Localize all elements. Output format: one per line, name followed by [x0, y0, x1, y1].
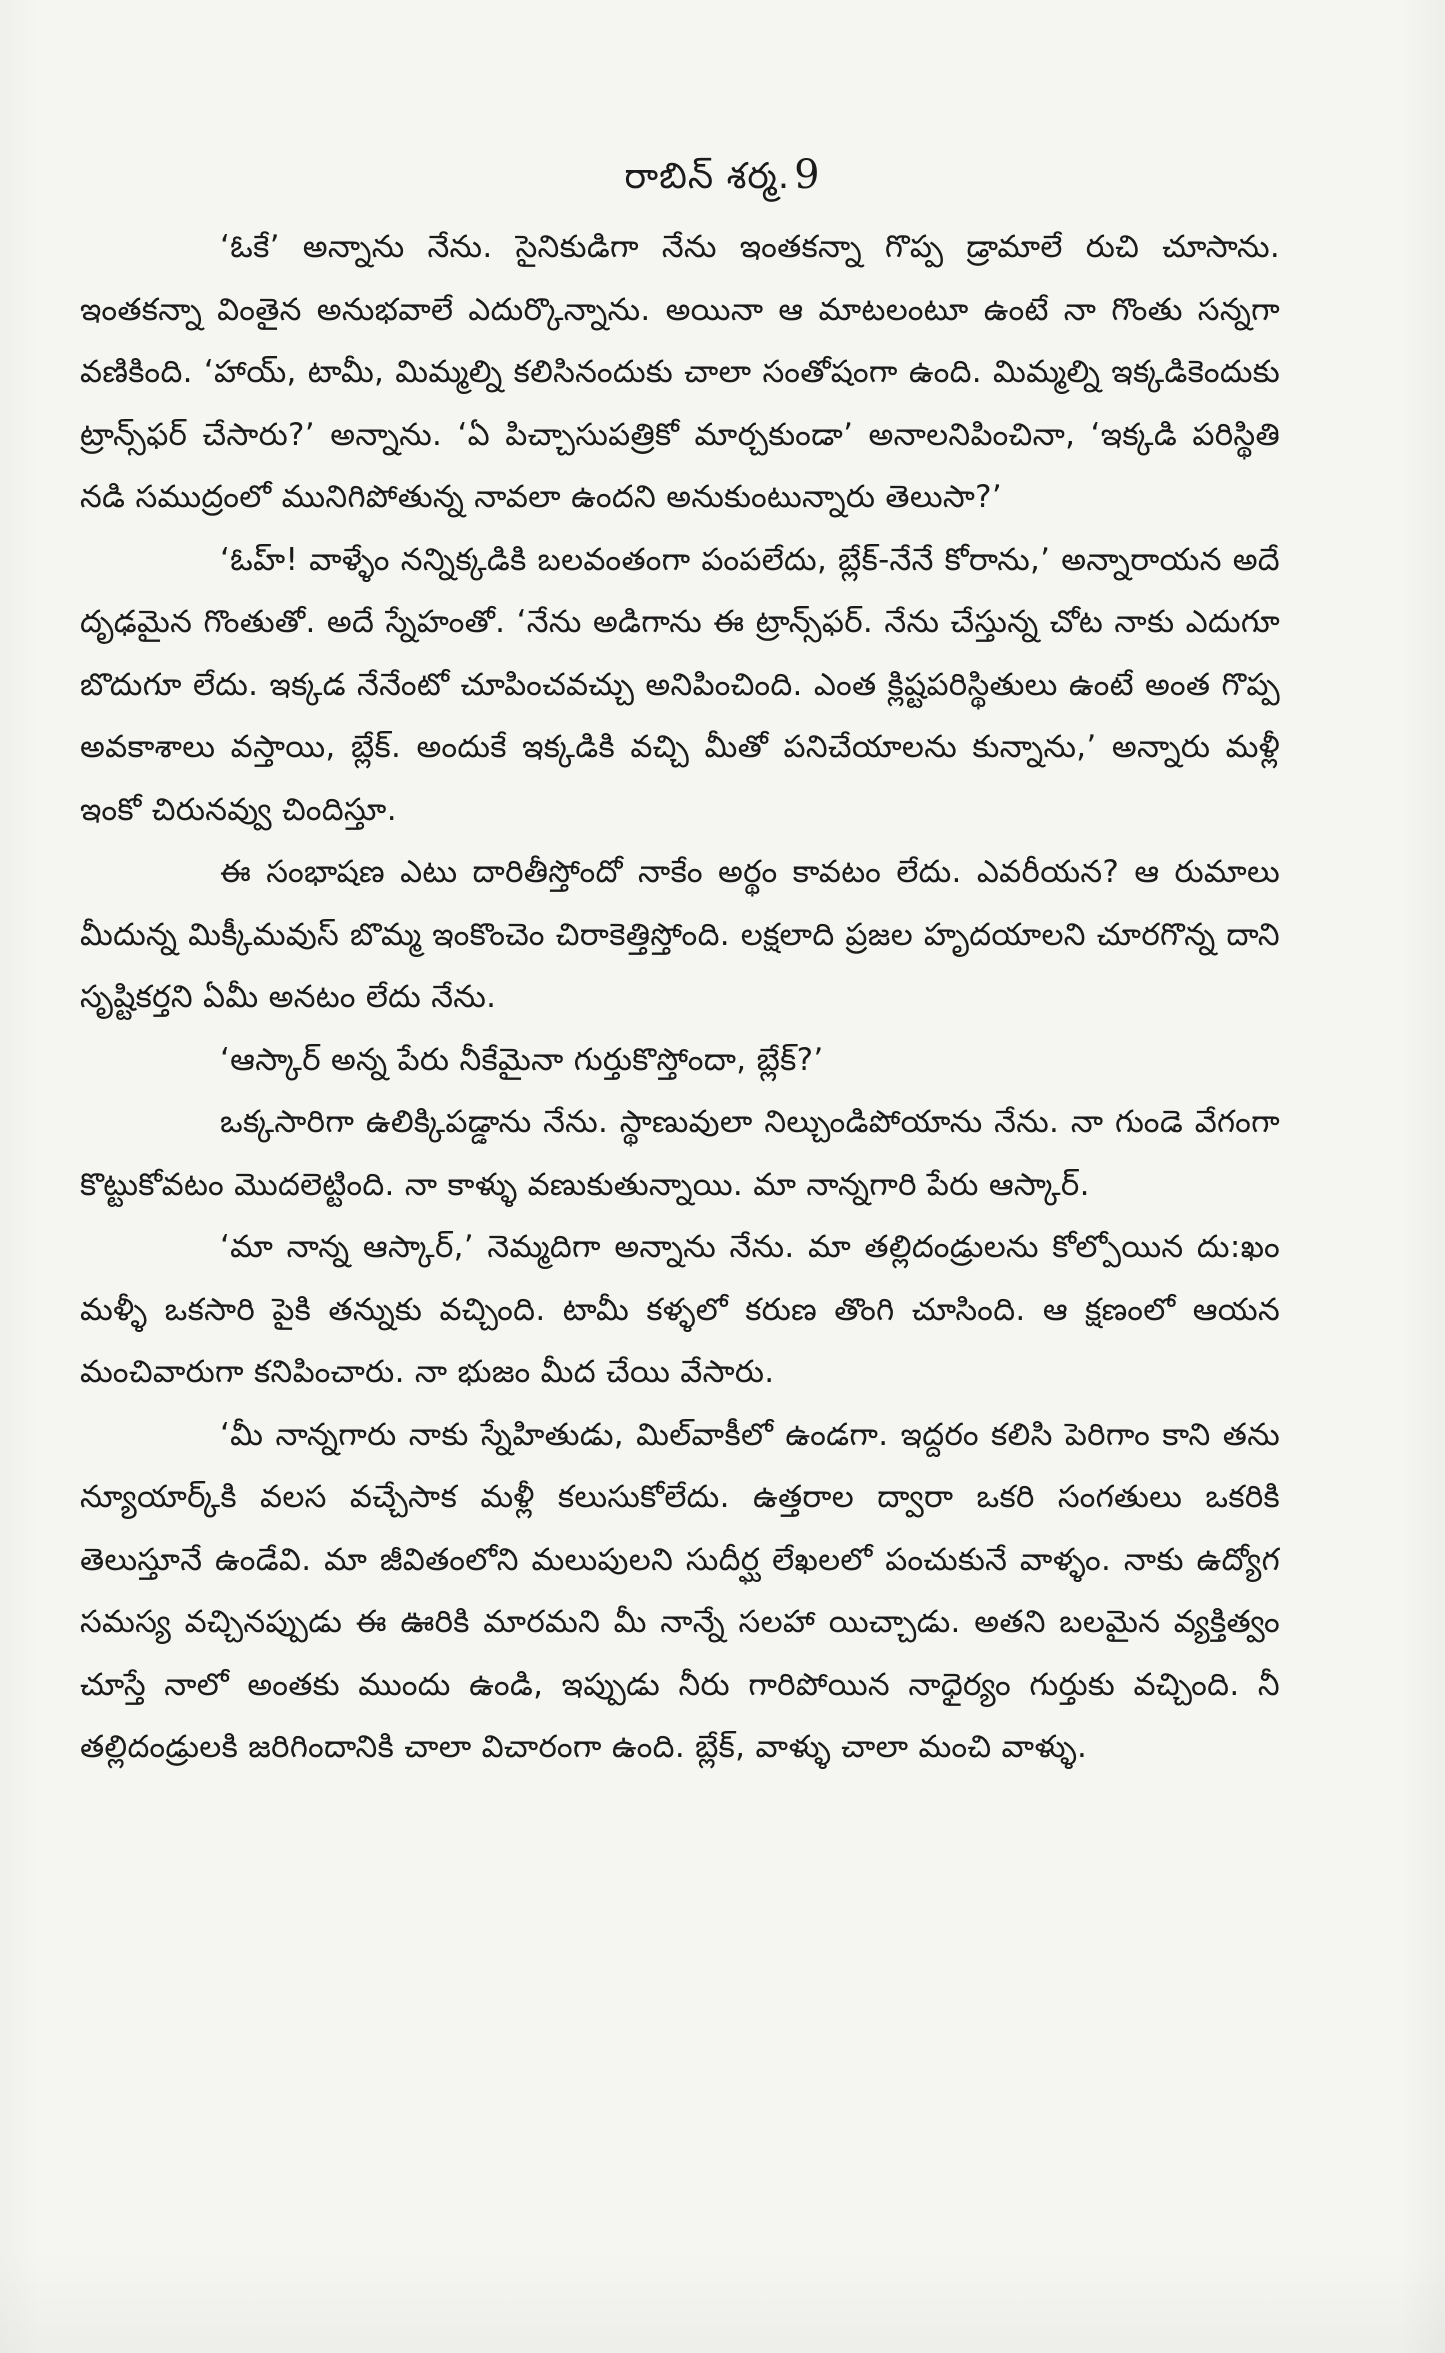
paragraph-3: ఈ సంభాషణ ఎటు దారితీస్తోందో నాకేం అర్థం కావటం లేదు. ఎవరీయన? ఆ రుమాలు మీదున్న మిక్కీమవుస్ బొమ్మ ఇంకొంచెం చిరాకెత్తిస్తోంది. లక్షలాది ప్రజల హృదయాలని చూరగొన్న దాని సృష్టికర్తని ఏమీ అనటం లేదు నేను.: [80, 854, 1280, 1015]
page-body: [80, 216, 1280, 1779]
header-author-name: రాబిన్ శర్మ: [624, 156, 778, 197]
paragraph-5: ఒక్కసారిగా ఉలిక్కిపడ్డాను నేను. స్థాణువులా నిల్చుండిపోయాను నేను. నా గుండె వేగంగా కొట్టుకోవటం మొదలెట్టింది. నా కాళ్ళు వణుకుతున్నాయి. మా నాన్నగారి పేరు ఆస్కార్.: [80, 1104, 1280, 1203]
paragraph-6: ‘మా నాన్న ఆస్కార్,’ నెమ్మదిగా అన్నాను నేను. మా తల్లిదండ్రులను కోల్పోయిన దు:ఖం మళ్ళీ ఒకసారి పైకి తన్నుకు వచ్చింది. టామీ కళ్ళలో కరుణ తొంగి చూసింది. ఆ క్షణంలో ఆయన మంచివారుగా కనిపించారు. నా భుజం మీద చేయి వేసారు.: [80, 1229, 1280, 1390]
running-header: [0, 150, 1445, 202]
header-separator: .: [777, 156, 791, 197]
paragraph-7: ‘మీ నాన్నగారు నాకు స్నేహితుడు, మిల్‌వాకీలో ఉండగా. ఇద్దరం కలిసి పెరిగాం కాని తను న్యూయార్క్‌కి వలస వచ్చేసాక మళ్లీ కలుసుకోలేదు. ఉత్తరాల ద్వారా ఒకరి సంగతులు ఒకరికి తెలుస్తూనే ఉండేవి. మా జీవితంలోని మలుపులని సుదీర్ఘ లేఖలలో పంచుకునే వాళ్ళం. నాకు ఉద్యోగ సమస్య వచ్చినప్పుడు ఈ ఊరికి మారమని మీ నాన్నే సలహా యిచ్చాడు. అతని బలమైన వ్యక్తిత్వం చూస్తే నాలో అంతకు ముందు ఉండి, ఇప్పుడు నీరు గారిపోయిన నాధైర్యం గుర్తుకు వచ్చింది. నీ తల్లిదండ్రులకి జరిగిందానికి చాలా విచారంగా ఉంది. బ్లేక్, వాళ్ళు చాలా మంచి వాళ్ళు.: [80, 1416, 1280, 1765]
page-number: 9: [794, 152, 821, 198]
paragraph-1: ‘ఓకే’ అన్నాను నేను. సైనికుడిగా నేను ఇంతకన్నా గొప్ప డ్రామాలే రుచి చూసాను. ఇంతకన్నా వింతైన అనుభవాలే ఎదుర్కొన్నాను. అయినా ఆ మాటలంటూ ఉంటే నా గొంతు సన్నగా వణికింది. ‘హాయ్, టామీ, మిమ్మల్ని కలిసినందుకు చాలా సంతోషంగా ఉంది. మిమ్మల్ని ఇక్కడికెందుకు ట్రాన్స్‌ఫర్ చేసారు?’ అన్నాను. ‘ఏ పిచ్చాసుపత్రికో మార్చకుండా’ అనాలనిపించినా, ‘ఇక్కడి పరిస్థితి నడి సముద్రంలో మునిగిపోతున్న నావలా ఉందని అనుకుంటున్నారు తెలుసా?’: [80, 229, 1280, 515]
paragraph-4: ‘ఆస్కార్ అన్న పేరు నీకేమైనా గుర్తుకొస్తోందా, బ్లేక్?’: [220, 1041, 824, 1078]
paragraph-2: ‘ఓహ్! వాళ్ళేం నన్నిక్కడికి బలవంతంగా పంపలేదు, బ్లేక్-నేనే కోరాను,’ అన్నారాయన అదే దృఢమైన గొంతుతో. అదే స్నేహంతో. ‘నేను అడిగాను ఈ ట్రాన్స్‌ఫర్. నేను చేస్తున్న చోట నాకు ఎదుగూ బొదుగూ లేదు. ఇక్కడ నేనేంటో చూపించవచ్చు అనిపించింది. ఎంత క్లిష్టపరిస్థితులు ఉంటే అంత గొప్ప అవకాశాలు వస్తాయి, బ్లేక్. అందుకే ఇక్కడికి వచ్చి మీతో పనిచేయాలను కున్నాను,’ అన్నారు మళ్లీ ఇంకో చిరునవ్వు చిందిస్తూ.: [80, 541, 1280, 828]
